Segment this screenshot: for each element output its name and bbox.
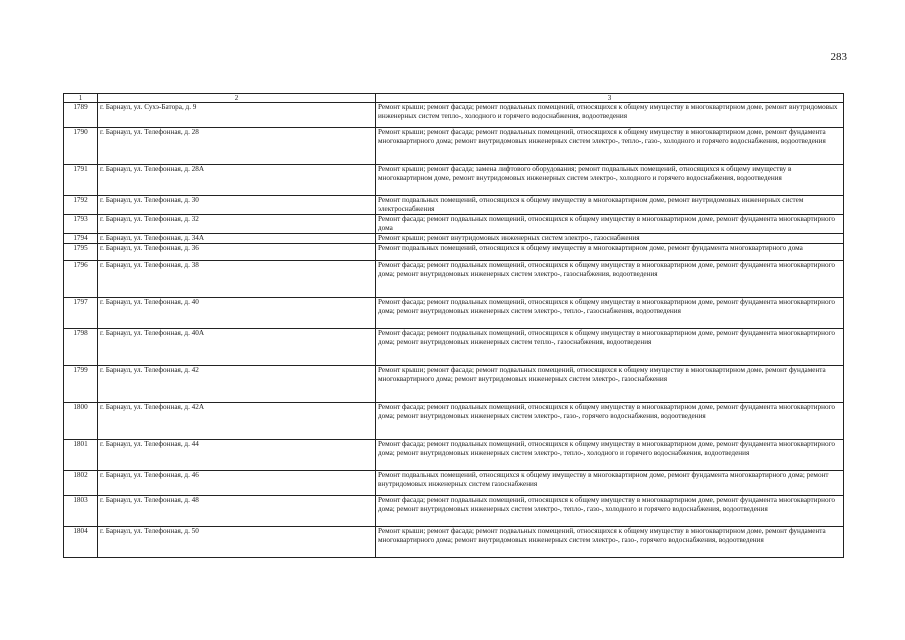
table-row <box>64 261 844 298</box>
repair-table <box>63 93 844 558</box>
row-works: Ремонт подвальных помещений, относящихся к общему имуществу в многоквартирном доме, ремонт фундамента многоквартирного дома; ремонт внутридомовых инженерных систем газоснабжения <box>376 471 844 496</box>
row-address: г. Барнаул, ул. Сухэ-Батора, д. 9 <box>98 103 376 128</box>
row-number: 1797 <box>64 298 98 329</box>
row-number: 1800 <box>64 403 98 440</box>
header-col-2: 2 <box>98 94 376 103</box>
row-number: 1794 <box>64 234 98 244</box>
table-row <box>64 165 844 196</box>
row-number: 1789 <box>64 103 98 128</box>
row-address: г. Барнаул, ул. Телефонная, д. 44 <box>98 440 376 471</box>
row-number: 1802 <box>64 471 98 496</box>
row-works: Ремонт фасада; ремонт подвальных помещений, относящихся к общему имуществу в многоквартирном доме, ремонт фундамента многоквартирного дома; ремонт внутридомовых инженерных систем электро-, тепло-, газо-, холодного и горячего водоснабжения, водоотведения <box>376 496 844 527</box>
row-address: г. Барнаул, ул. Телефонная, д. 38 <box>98 261 376 298</box>
row-number: 1793 <box>64 215 98 234</box>
table-row <box>64 196 844 215</box>
row-number: 1790 <box>64 128 98 165</box>
row-works: Ремонт крыши; ремонт фасада; ремонт подвальных помещений, относящихся к общему имуществу в многоквартирном доме, ремонт внутридомовых инженерных систем тепло-, холодного и горячего водоснабжения, водоотведения <box>376 103 844 128</box>
row-number: 1801 <box>64 440 98 471</box>
table-header-row <box>64 94 844 103</box>
table-row <box>64 403 844 440</box>
row-works: Ремонт фасада; ремонт подвальных помещений, относящихся к общему имуществу в многоквартирном доме, ремонт фундамента многоквартирного дома; ремонт внутридомовых инженерных систем электро-, газоснабжения, водоотведения <box>376 261 844 298</box>
row-number: 1804 <box>64 527 98 558</box>
row-works: Ремонт крыши; ремонт фасада; ремонт подвальных помещений, относящихся к общему имуществу в многоквартирном доме, ремонт фундамента многоквартирного дома; ремонт внутридомовых инженерных систем электро-, газоснабжения <box>376 366 844 403</box>
row-address: г. Барнаул, ул. Телефонная, д. 34А <box>98 234 376 244</box>
table-row <box>64 440 844 471</box>
row-address: г. Барнаул, ул. Телефонная, д. 42 <box>98 366 376 403</box>
row-works: Ремонт фасада; ремонт подвальных помещений, относящихся к общему имуществу в многоквартирном доме, ремонт фундамента многоквартирного дома; ремонт внутридомовых инженерных систем электро-, газо-, горячего водоснабжения, водоотведения <box>376 403 844 440</box>
table-row <box>64 103 844 128</box>
row-works: Ремонт крыши; ремонт фасада; замена лифтового оборудования; ремонт подвальных помещений, относящихся к общему имуществу в многоквартирном доме, ремонт внутридомовых инженерных систем электро-, холодного и горячего водоснабжения, водоотведения <box>376 165 844 196</box>
header-col-3: 3 <box>376 94 844 103</box>
row-address: г. Барнаул, ул. Телефонная, д. 42А <box>98 403 376 440</box>
row-works: Ремонт фасада; ремонт подвальных помещений, относящихся к общему имуществу в многоквартирном доме, ремонт фундамента многоквартирного дома; ремонт внутридомовых инженерных систем электро-, тепло-, газоснабжения, водоотведения <box>376 298 844 329</box>
table-row <box>64 215 844 234</box>
row-works: Ремонт фасада; ремонт подвальных помещений, относящихся к общему имуществу в многоквартирном доме, ремонт фундамента многоквартирного дома <box>376 215 844 234</box>
table-row <box>64 234 844 244</box>
row-number: 1799 <box>64 366 98 403</box>
row-address: г. Барнаул, ул. Телефонная, д. 28 <box>98 128 376 165</box>
row-number: 1791 <box>64 165 98 196</box>
row-address: г. Барнаул, ул. Телефонная, д. 40А <box>98 329 376 366</box>
header-col-1: 1 <box>64 94 98 103</box>
row-number: 1795 <box>64 244 98 261</box>
table-row <box>64 244 844 261</box>
row-address: г. Барнаул, ул. Телефонная, д. 40 <box>98 298 376 329</box>
row-works: Ремонт фасада; ремонт подвальных помещений, относящихся к общему имуществу в многоквартирном доме, ремонт фундамента многоквартирного дома; ремонт внутридомовых инженерных систем тепло-, газоснабжения, водоотведения <box>376 329 844 366</box>
row-address: г. Барнаул, ул. Телефонная, д. 28А <box>98 165 376 196</box>
table-row <box>64 329 844 366</box>
table-row <box>64 471 844 496</box>
row-address: г. Барнаул, ул. Телефонная, д. 46 <box>98 471 376 496</box>
row-number: 1798 <box>64 329 98 366</box>
row-address: г. Барнаул, ул. Телефонная, д. 48 <box>98 496 376 527</box>
row-address: г. Барнаул, ул. Телефонная, д. 32 <box>98 215 376 234</box>
table-row <box>64 298 844 329</box>
page-number: 283 <box>830 51 847 63</box>
row-works: Ремонт крыши; ремонт внутридомовых инженерных систем электро-, газоснабжения <box>376 234 844 244</box>
row-number: 1796 <box>64 261 98 298</box>
row-number: 1803 <box>64 496 98 527</box>
row-number: 1792 <box>64 196 98 215</box>
row-works: Ремонт крыши; ремонт фасада; ремонт подвальных помещений, относящихся к общему имуществу в многоквартирном доме, ремонт фундамента многоквартирного дома; ремонт внутридомовых инженерных систем электро-, тепло-, газо-, холодного и горячего водоснабжения, водоотведения <box>376 128 844 165</box>
table-row <box>64 527 844 558</box>
row-works: Ремонт подвальных помещений, относящихся к общему имуществу в многоквартирном доме, ремонт внутридомовых инженерных систем электроснабжения <box>376 196 844 215</box>
row-address: г. Барнаул, ул. Телефонная, д. 50 <box>98 527 376 558</box>
table-row <box>64 496 844 527</box>
row-works: Ремонт подвальных помещений, относящихся к общему имуществу в многоквартирном доме, ремонт фундамента многоквартирного дома <box>376 244 844 261</box>
row-works: Ремонт крыши; ремонт фасада; ремонт подвальных помещений, относящихся к общему имуществу в многоквартирном доме, ремонт фундамента многоквартирного дома; ремонт внутридомовых инженерных систем электро-, газо-, горячего водоснабжения, водоотведения <box>376 527 844 558</box>
row-works: Ремонт фасада; ремонт подвальных помещений, относящихся к общему имуществу в многоквартирном доме, ремонт фундамента многоквартирного дома; ремонт внутридомовых инженерных систем электро-, тепло-, холодного и горячего водоснабжения, водоотведения <box>376 440 844 471</box>
row-address: г. Барнаул, ул. Телефонная, д. 36 <box>98 244 376 261</box>
table-row <box>64 366 844 403</box>
table-row <box>64 128 844 165</box>
row-address: г. Барнаул, ул. Телефонная, д. 30 <box>98 196 376 215</box>
